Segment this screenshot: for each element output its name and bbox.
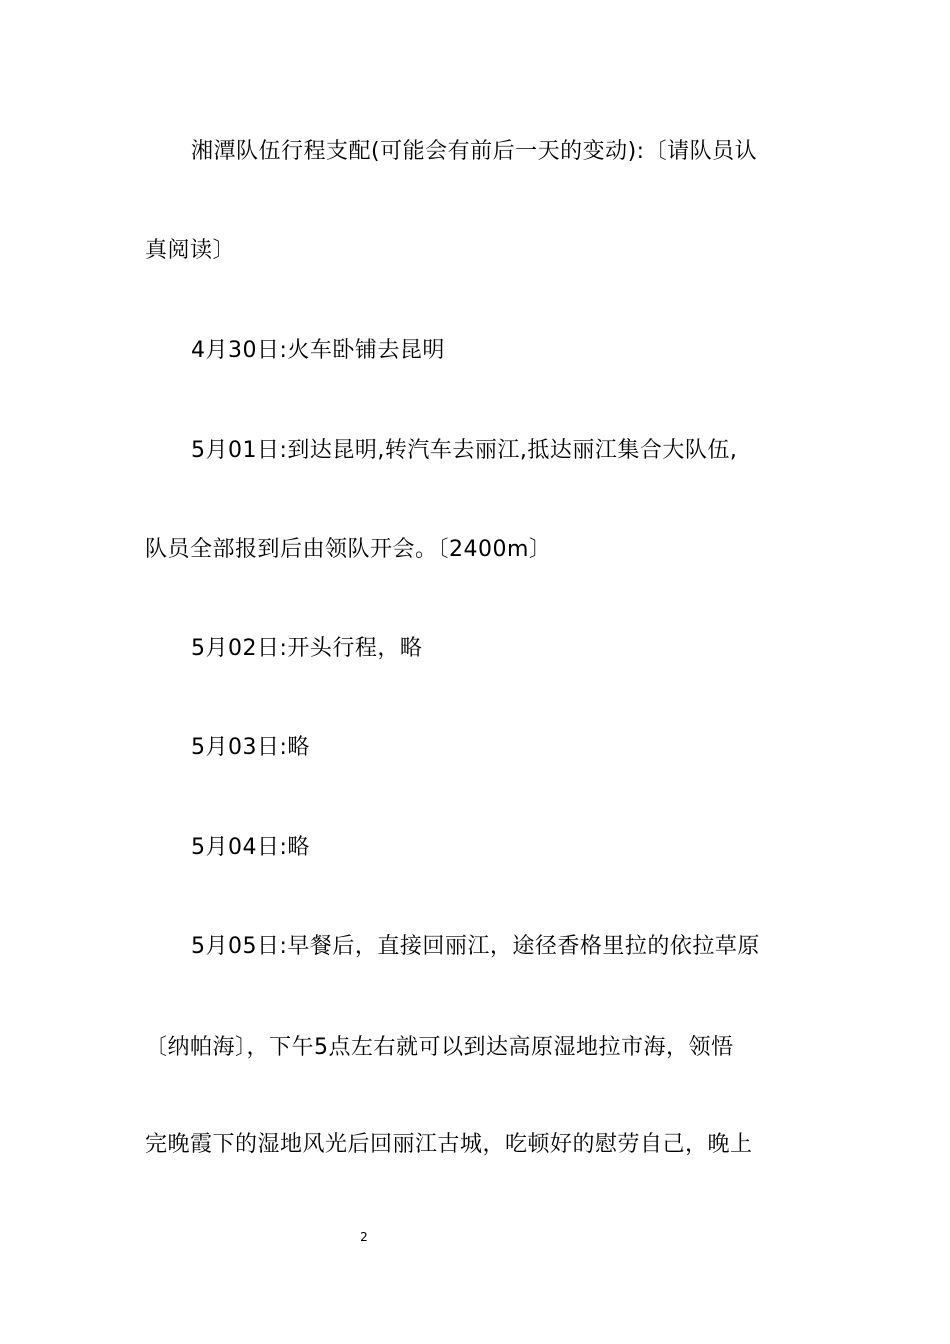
day-0505-line-2: 〔纳帕海〕，下午5点左右就可以到达高原湿地拉市海，领悟 bbox=[145, 1035, 734, 1060]
day-0503-line: 5月03日:略 bbox=[191, 735, 310, 760]
day-0430-line: 4月30日:火车卧铺去昆明 bbox=[191, 338, 445, 363]
day-0502-line: 5月02日:开头行程，略 bbox=[191, 636, 423, 661]
itinerary-intro-line-2: 真阅读〕 bbox=[145, 238, 236, 263]
page-number: 2 bbox=[360, 1230, 368, 1244]
day-0501-line-1: 5月01日:到达昆明,转汽车去丽江,抵达丽江集合大队伍, bbox=[191, 438, 738, 463]
day-0505-line-3: 完晚霞下的湿地风光后回丽江古城，吃顿好的慰劳自己，晚上 bbox=[145, 1132, 753, 1157]
itinerary-intro-line-1: 湘潭队伍行程支配(可能会有前后一天的变动):〔请队员认 bbox=[191, 139, 758, 164]
day-0504-line: 5月04日:略 bbox=[191, 835, 310, 860]
day-0501-line-2: 队员全部报到后由领队开会。〔2400m〕 bbox=[145, 537, 552, 562]
day-0505-line-1: 5月05日:早餐后，直接回丽江，途径香格里拉的依拉草原 bbox=[191, 934, 760, 959]
